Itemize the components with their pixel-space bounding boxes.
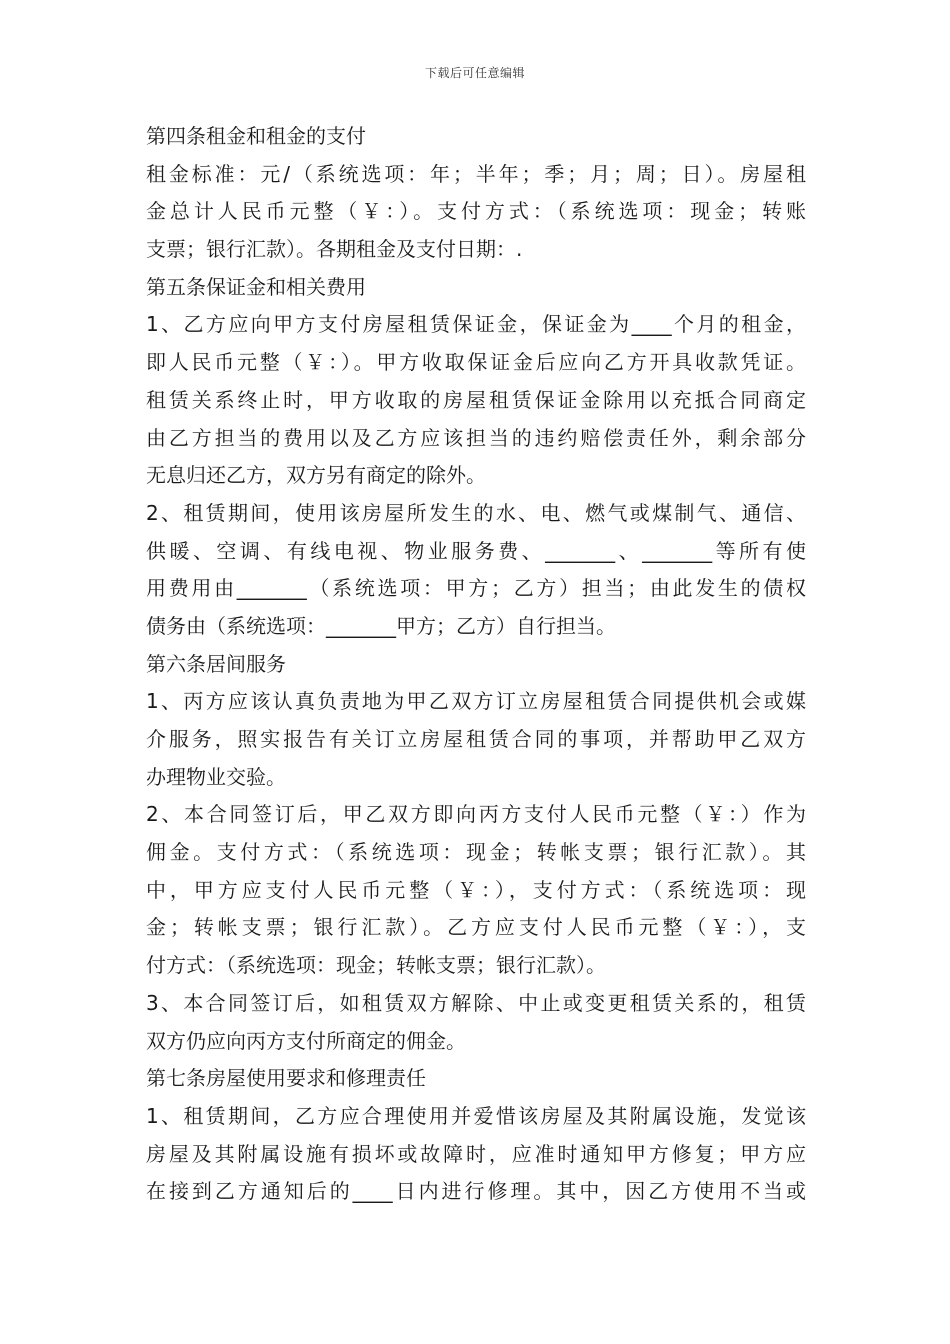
section-heading: 第七条房屋使用要求和修理责任 [146,1066,426,1091]
paragraph-line: 1、租赁期间，乙方应合理使用并爱惜该房屋及其附属设施，发觉该 [146,1103,806,1128]
paragraph-line: 3、本合同签订后，如租赁双方解除、中止或变更租赁关系的，租赁 [146,990,806,1015]
paragraph-line: 中，甲方应支付人民币元整（￥：），支付方式：（系统选项：现 [146,877,806,902]
paragraph-line: 介服务，照实报告有关订立房屋租赁合同的事项，并帮助甲乙双方 [146,727,806,751]
paragraph-line: 金；转帐支票；银行汇款）。乙方应支付人民币元整（￥：），支 [146,915,806,940]
section-heading: 第四条租金和租金的支付 [146,124,366,148]
paragraph-line: 2、本合同签订后，甲乙双方即向丙方支付人民币元整（￥：）作为 [146,802,806,827]
paragraph-line: 用费用由_______（系统选项：甲方；乙方）担当；由此发生的债权 [146,576,806,601]
paragraph-line: 由乙方担当的费用以及乙方应该担当的违约赔偿责任外，剩余部分 [146,425,806,450]
paragraph-line: 金总计人民币元整（￥：）。支付方式：（系统选项：现金；转账 [146,199,806,224]
paragraph-line: 支票；银行汇款）。各期租金及支付日期：. [146,237,523,262]
paragraph-line: 无息归还乙方，双方另有商定的除外。 [146,463,486,488]
paragraph-line: 佣金。支付方式：（系统选项：现金；转帐支票；银行汇款）。其 [146,840,806,865]
paragraph-line: 租金标准：元/（系统选项：年；半年；季；月；周；日）。房屋租 [146,161,806,186]
paragraph-line: 供暖、空调、有线电视、物业服务费、_______、_______等所有使 [146,538,806,563]
paragraph-line: 债务由（系统选项：_______甲方；乙方）自行担当。 [146,613,616,638]
paragraph-line: 房屋及其附属设施有损坏或故障时，应准时通知甲方修复；甲方应 [146,1141,806,1166]
paragraph-line: 1、乙方应向甲方支付房屋租赁保证金，保证金为____个月的租金， [146,312,806,337]
paragraph-line: 在接到乙方通知后的____日内进行修理。其中，因乙方使用不当或 [146,1179,806,1204]
paragraph-line: 付方式：（系统选项：现金；转帐支票；银行汇款）。 [146,953,606,978]
paragraph-line: 双方仍应向丙方支付所商定的佣金。 [146,1028,466,1053]
paragraph-line: 1、丙方应该认真负责地为甲乙双方订立房屋租赁合同提供机会或媒 [146,689,806,714]
paragraph-line: 2、租赁期间，使用该房屋所发生的水、电、燃气或煤制气、通信、 [146,500,806,525]
document-body [146,118,806,1211]
paragraph-line: 办理物业交验。 [146,764,286,789]
paragraph-line: 租赁关系终止时，甲方收取的房屋租赁保证金除用以充抵合同商定 [146,387,806,412]
section-heading: 第五条保证金和相关费用 [146,274,366,299]
page-header: 下载后可任意编辑 [424,66,525,80]
section-heading: 第六条居间服务 [146,651,286,676]
paragraph-line: 即人民币元整（￥：）。甲方收取保证金后应向乙方开具收款凭证。 [146,350,806,375]
